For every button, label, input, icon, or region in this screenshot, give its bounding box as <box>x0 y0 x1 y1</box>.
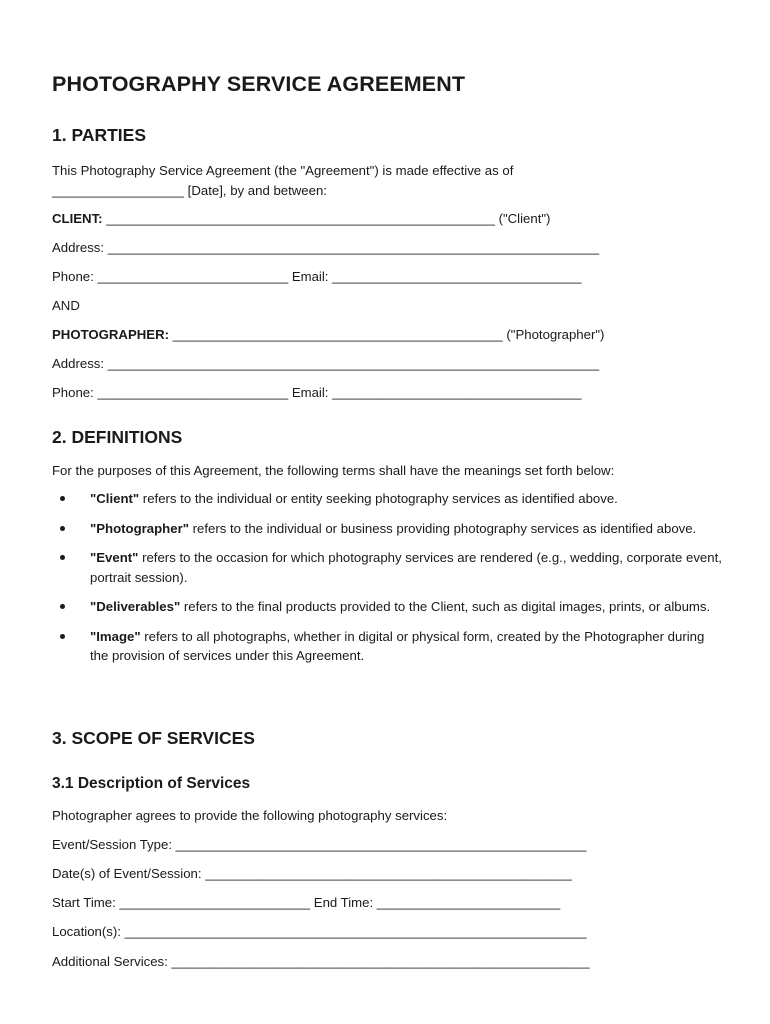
definition-item-deliverables <box>52 597 722 617</box>
photographer-name-field: _____________________________________________ ("Photographer") <box>169 327 605 342</box>
event-dates-field: Date(s) of Event/Session: __________________________________________________ <box>52 866 572 881</box>
client-name-field: _____________________________________________________ ("Client") <box>102 211 551 226</box>
parties-intro-line1: This Photography Service Agreement (the "Agreement") is made effective as of <box>52 163 514 178</box>
client-phone-email-field: Phone: __________________________ Email: __________________________________ <box>52 269 582 284</box>
definition-item-client <box>52 489 722 509</box>
photographer-phone-email-field: Phone: __________________________ Email: __________________________________ <box>52 385 582 400</box>
document-title: PHOTOGRAPHY SERVICE AGREEMENT <box>52 72 466 96</box>
definition-term: "Photographer" <box>90 520 189 536</box>
location-field: Location(s): _______________________________________________________________ <box>52 924 587 939</box>
event-type-field: Event/Session Type: ________________________________________________________ <box>52 837 587 852</box>
definition-item-photographer <box>52 519 722 539</box>
definition-text: refers to all photographs, whether in digital or physical form, created by the Photographer during the provision of services under this Agreement. <box>90 628 705 663</box>
bullet-icon <box>60 555 65 560</box>
photographer-label: PHOTOGRAPHER: <box>52 327 169 342</box>
photographer-address-field: Address: ___________________________________________________________________ <box>52 356 600 371</box>
definition-term: "Deliverables" <box>90 599 181 614</box>
section-heading-parties: 1. PARTIES <box>52 125 147 145</box>
parties-intro-line2: __________________ [Date], by and between: <box>52 183 327 198</box>
client-line <box>52 209 550 228</box>
definition-term: "Event" <box>90 550 139 565</box>
and-separator: AND <box>52 298 80 313</box>
additional-services-field: Additional Services: _________________________________________________________ <box>52 954 590 969</box>
bullet-icon <box>60 634 65 639</box>
definition-text: refers to the occasion for which photography services are rendered (e.g., wedding, corporate event, portrait session). <box>90 550 722 585</box>
definition-text: refers to the final products provided to the Client, such as digital images, prints, or albums. <box>180 599 711 614</box>
client-label: CLIENT: <box>52 211 103 226</box>
photographer-line <box>52 325 604 344</box>
event-times-field: Start Time: __________________________ End Time: _________________________ <box>52 895 561 910</box>
section-heading-scope: 3. SCOPE OF SERVICES <box>52 728 255 748</box>
definition-text: refers to the individual or business providing photography services as identified above. <box>188 520 697 536</box>
bullet-icon <box>60 496 65 501</box>
definitions-intro: For the purposes of this Agreement, the following terms shall have the meanings set forth below: <box>52 463 615 478</box>
bullet-icon <box>60 604 65 609</box>
subsection-heading-description: 3.1 Description of Services <box>52 775 251 792</box>
client-address-field: Address: ___________________________________________________________________ <box>52 240 600 255</box>
definition-term: "Image" <box>90 628 141 644</box>
scope-intro: Photographer agrees to provide the following photography services: <box>52 808 448 823</box>
definitions-list <box>52 489 722 676</box>
section-heading-definitions: 2. DEFINITIONS <box>52 427 183 447</box>
definition-term: "Client" <box>90 491 140 506</box>
definition-item-image <box>52 627 722 666</box>
definition-text: refers to the individual or entity seeking photography services as identified above. <box>139 491 618 506</box>
definition-item-event <box>52 548 722 587</box>
bullet-icon <box>60 526 65 531</box>
